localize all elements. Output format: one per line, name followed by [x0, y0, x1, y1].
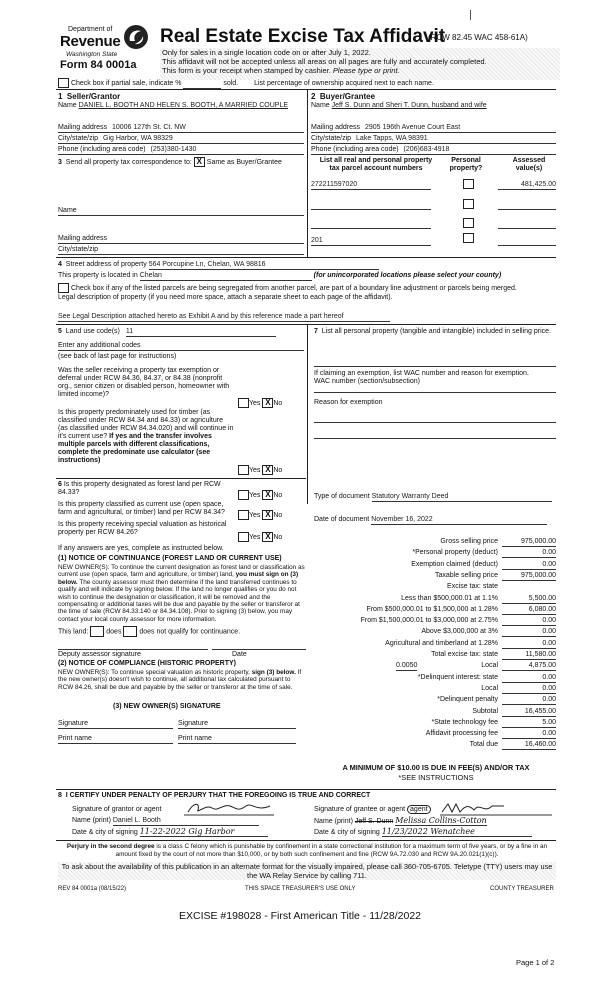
grantee-name-struck: Jeff S. Dunn [354, 818, 394, 825]
page-number: Page 1 of 2 [516, 958, 555, 967]
tax-row-value[interactable]: 0.00 [502, 627, 556, 637]
seller-phone-field[interactable]: (253)380-1430 [150, 146, 197, 153]
tax-row [314, 627, 556, 637]
tax-row-label: Exemption claimed (deduct) [411, 560, 498, 568]
located-in-field[interactable]: Chelan [140, 272, 312, 281]
signature-label-1[interactable]: Signature [58, 720, 173, 729]
receipt-text: This form is your receipt when stamped by cashier. [162, 66, 331, 75]
tax-row-label: *Delinquent penalty [437, 696, 498, 704]
new-owner-signature-title: (3) NEW OWNER(S) SIGNATURE [113, 703, 221, 710]
same-as-buyer-label: Same as Buyer/Grantee [206, 158, 282, 166]
rcw-reference: (RCW 82.45 WAC 458-61A) [428, 33, 528, 42]
legal-description-field[interactable]: See Legal Description attached hereto as Exhibit A and by this reference made a part hereof [58, 313, 390, 322]
tax-row [314, 695, 556, 705]
does-not-qualify-checkbox[interactable] [123, 626, 137, 637]
seller-city-row: City/state/zip Gig Harbor, WA 98329 [58, 135, 304, 144]
grantee-signature-scribble[interactable] [440, 800, 552, 816]
sec3-name-row[interactable]: Name [58, 207, 304, 216]
does-qualify-checkbox[interactable] [90, 626, 104, 637]
buyer-name-row: Name Jeff S. Dunn and Sheri T. Dunn, husband and wife [311, 102, 487, 109]
personal-property-checkbox-1[interactable] [463, 179, 474, 189]
personal-property-checkbox-3[interactable] [463, 218, 474, 228]
exemption-yes-checkbox[interactable] [238, 398, 249, 408]
timber-question: Is this property predominately used for timber (as classified under RCW 84.34 and 84.33) or agriculture (as classified under RCW 84.34.020) and will continue in it's current use? If yes and the transfer involves multiple parcels with different classifications, complete the predominate use calculator (see instructions) [58, 409, 234, 464]
assessed-value-2[interactable] [498, 201, 556, 210]
tax-row [314, 650, 556, 660]
perjury-notice: Perjury in the second degree is a class C felony which is punishable by confinement in a state correctional institution for a maximum term of five years, or by a fine in an amount fixed by the court of not more than $10,000, or by both such confinement and fine (RCW 9A.72.030 and RCW 9A.20.021(1)(c)). [66, 843, 548, 858]
grantor-signature-scribble[interactable] [184, 800, 274, 816]
tax-row-value[interactable]: 0.00 [502, 560, 556, 570]
divider [307, 89, 308, 257]
historic-yes-checkbox[interactable] [238, 532, 249, 542]
tax-row [314, 594, 556, 604]
tax-row [314, 537, 556, 547]
grantee-date-row: Date & city of signing 11/23/2022 Wenatchee [314, 828, 556, 837]
current-use-yesno: Yes X No [238, 510, 282, 520]
tax-row-value[interactable]: 0.00 [502, 673, 556, 683]
tax-row-label: From $500,000.01 to $1,500,000 at 1.28% [366, 605, 498, 613]
street-address-row: 4 Street address of property 564 Porcupine Ln, Chelan, WA 98816 [58, 261, 556, 270]
partial-sale-row [58, 78, 498, 89]
notice-continuance-title: (1) NOTICE OF CONTINUANCE (FOREST LAND OR CURRENT USE) [58, 555, 282, 562]
treasurer-use-label: THIS SPACE TREASURER'S USE ONLY [245, 886, 356, 892]
seller-section-title: 1 Seller/Grantor [58, 92, 121, 101]
personal-property-checkbox-4[interactable] [463, 233, 474, 243]
tax-row-value[interactable]: 0.00 [502, 616, 556, 626]
tax-row [314, 729, 556, 739]
tax-row [314, 740, 556, 750]
exemption-question: Was the seller receiving a property tax exemption or deferral under RCW 84.36, 84.37, or 84.38 (nonprofit org., senior citizen or disabled person, homeowner with limited income)? [58, 367, 230, 398]
tax-row-label: Total due [469, 741, 498, 749]
tax-row-label: Local [481, 684, 498, 692]
current-use-yes-checkbox[interactable] [238, 510, 249, 520]
wac-field[interactable] [314, 388, 556, 393]
tax-row-label: From $1,500,000.01 to $3,000,000 at 2.75% [360, 617, 498, 625]
grantor-date-row: Date & city of signing 11-22-2022 Gig Harbor [72, 828, 304, 837]
tax-row-label: Less than $500,000.01 at 1.1% [401, 594, 498, 602]
grantor-date-field[interactable]: 11-22-2022 Gig Harbor [140, 828, 268, 837]
parcel-number-2[interactable] [311, 201, 431, 210]
minimum-due-note: A MINIMUM OF $10.00 IS DUE IN FEE(S) AND/OR TAX [342, 763, 530, 772]
revision-label: REV 84 0001a (08/15/22) [58, 886, 127, 892]
certify-statement: 8 I CERTIFY UNDER PENALTY OF PERJURY THAT THE FOREGOING IS TRUE AND CORRECT [58, 792, 371, 799]
divider [56, 257, 556, 258]
sec3-mail-row[interactable]: Mailing address [58, 235, 304, 244]
tax-row [314, 639, 556, 649]
grantee-name-field[interactable]: Melissa Collins-Cotton [395, 816, 487, 825]
exemption-no-checkbox[interactable]: X [262, 398, 273, 408]
excise-stamp: EXCISE #198028 - First American Title - 11/28/2022 [178, 910, 421, 922]
type-print-text: Please type or print. [332, 66, 400, 75]
notice-continuance-text: NEW OWNER(S): To continue the current designation as forest land or classification as current use (open space, farm and agriculture, or timber) land, you must sign on (3) below. The county assessor must then determine if the land transferred continues to qualify and will indicate by signing below. If the land no longer qualifies or you do not wish to continue the designation or classification, it will be removed and the compensating or additional taxes will be due and payable by the seller or transferor at the time of sale (RCW 84.33.140 or 84.34.108). Prior to signing (3) below, you may contact your local county assessor for more information. [58, 564, 305, 623]
tax-row [314, 571, 556, 581]
state-text: Washington State [66, 51, 118, 58]
agent-circled: agent [407, 805, 431, 814]
segregated-row: Check box if any of the listed parcels are being segregated from another parcel, are part of a boundary line adjustment or parcels being merged. [58, 283, 556, 293]
print-name-label-1[interactable]: Print name [58, 735, 173, 744]
department-of-text: Department of [68, 26, 113, 33]
forest-yesno: Yes X No [238, 490, 282, 500]
reason-field[interactable] [314, 418, 556, 423]
tax-row [314, 661, 556, 671]
tax-row-value[interactable]: 16,455.00 [502, 707, 556, 717]
located-row: This property is located in Chelan (for unincorporated locations please select your county) [58, 272, 502, 279]
unincorporated-note: (for unincorporated locations please select your county) [313, 272, 502, 279]
deputy-signature-label: Deputy assessor signature [58, 651, 141, 658]
parcel-number-3[interactable] [311, 220, 431, 229]
tax-row [314, 673, 556, 683]
tax-row-value[interactable]: 975,000.00 [502, 537, 556, 547]
assessed-value-3[interactable] [498, 220, 556, 229]
correspondence-row: 3 Send all property tax correspondence to: X Same as Buyer/Grantee [58, 157, 282, 166]
historic-yesno: Yes X No [238, 532, 282, 542]
divider [56, 89, 556, 90]
scan-mark [470, 10, 471, 20]
additional-codes-row: Enter any additional codes [58, 342, 304, 351]
timber-yesno: Yes X No [238, 465, 282, 475]
deputy-date-line[interactable] [212, 645, 306, 650]
legal-label: Legal description of property (if you need more space, attach a separate sheet to each page of the affidavit). [58, 294, 393, 301]
reason-label: Reason for exemption [314, 399, 383, 406]
tax-row-label: Agricultural and timberland at 1.28% [385, 639, 498, 647]
partial-sale-label: Check box if partial sale, indicate % [70, 79, 182, 87]
tax-row-value[interactable]: 16,460.00 [502, 740, 556, 750]
exemption-yesno: Yes X No [238, 398, 282, 408]
divider [56, 478, 306, 479]
current-use-question: Is this property classified as current use (open space, farm and agricultural, or timber) land per RCW 84.34? [58, 501, 225, 516]
grantee-date-field[interactable]: 11/23/2022 Wenatchee [382, 828, 532, 837]
buyer-city-row: City/state/zip Lake Tapps, WA 98391 [311, 135, 556, 144]
deputy-date-label: Date [232, 651, 247, 658]
historic-question: Is this property receiving special valuation as historical property per RCW 84.26? [58, 521, 227, 536]
timber-no-checkbox[interactable]: X [262, 465, 273, 475]
same-as-buyer-checkbox[interactable]: X [194, 157, 205, 167]
divider [307, 324, 308, 504]
tax-row-value[interactable]: 11,580.00 [502, 650, 556, 660]
grantee-signature-row: Signature of grantee or agent agent [314, 806, 556, 814]
buyer-name-field[interactable]: Jeff S. Dunn and Sheri T. Dunn, husband and wife [331, 102, 487, 109]
divider [56, 324, 556, 325]
ownership-note: List percentage of ownership acquired next to each name. [254, 79, 434, 87]
sec3-city-row[interactable]: City/state/zip [58, 246, 304, 255]
tax-row-label: Excise tax: state [447, 583, 498, 591]
tax-row-value[interactable]: 5,500.00 [502, 594, 556, 604]
tax-row-label: *Delinquent interest: state [417, 673, 498, 681]
personal-property-row: 7 List all personal property (tangible and intangible) included in selling price. [314, 328, 551, 335]
forest-yes-checkbox[interactable] [238, 490, 249, 500]
divider [56, 789, 556, 790]
tax-row [314, 560, 556, 570]
form-number: Form 84 0001a [60, 59, 137, 71]
tax-row [314, 707, 556, 717]
buyer-phone-field[interactable]: (206)683-4918 [403, 146, 450, 153]
partial-sale-checkbox[interactable] [58, 78, 69, 88]
dor-logo [58, 24, 158, 76]
buyer-mail-field[interactable]: 2905 196th Avenue Court East [364, 124, 461, 131]
tax-row-label: *State technology fee [431, 718, 498, 726]
deputy-signature-line[interactable] [58, 645, 208, 650]
doc-date-field[interactable]: November 16, 2022 [371, 516, 547, 525]
tax-row [314, 718, 556, 728]
notice-compliance-title: (2) NOTICE OF COMPLIANCE (HISTORIC PROPERTY) [58, 660, 236, 667]
see-back-note: (see back of last page for instructions) [58, 353, 177, 360]
tax-row [314, 548, 556, 558]
tax-row-value[interactable]: 0.00 [502, 639, 556, 649]
notice-compliance-text: NEW OWNER(S): To continue special valuation as historic property, sign (3) below. If the new owner(s) doesn't wish to continue, all additional tax calculated pursuant to RCW 84.26, shall be due and payable by the seller or transferor at the time of sale. [58, 669, 302, 691]
grantee-name-row: Name (print) Jeff S. Dunn Melissa Collins-Cotton [314, 816, 487, 825]
tax-row-label: Total excise tax: state [431, 651, 498, 658]
dor-swirl-icon [122, 24, 150, 50]
buyer-section-title: 2 Buyer/Grantee [311, 92, 376, 101]
instruction-line-2: This affidavit will not be accepted unless all areas on all pages are fully and accurately completed. [162, 57, 487, 66]
county-treasurer-label: COUNTY TREASURER [490, 886, 554, 892]
buyer-phone-row: Phone (including area code) (206)683-4918 [311, 146, 556, 155]
forest-no-checkbox[interactable]: X [262, 490, 273, 500]
tax-row [314, 684, 556, 694]
see-instructions-note: *SEE INSTRUCTIONS [398, 773, 474, 782]
tax-row-label: Above $3,000,000 at 3% [421, 628, 498, 636]
tax-row-label: Local [481, 662, 498, 670]
instruction-line-1: Only for sales in a single location code on or after July 1, 2022. [162, 48, 371, 57]
seller-phone-row: Phone (including area code) (253)380-1430 [58, 146, 304, 155]
tax-row-value[interactable]: 0.00 [502, 548, 556, 558]
tax-row-value[interactable]: 0.00 [502, 684, 556, 694]
local-rate-value: 0.0050 [396, 662, 418, 670]
claim-exemption-text: If claiming an exemption, list WAC number and reason for exemption. WAC number (section/subsection) [314, 370, 529, 385]
tax-row-value[interactable]: 0.00 [502, 695, 556, 705]
assessed-value-1[interactable]: 481,425.00 [498, 181, 556, 190]
timber-yes-checkbox[interactable] [238, 465, 249, 475]
forest-question: 6 Is this property designated as forest land per RCW 84.33? [58, 481, 221, 496]
buyer-city-field[interactable]: Lake Tapps, WA 98391 [356, 135, 428, 142]
seller-mail-row: Mailing address 10006 127th St. Ct. NW [58, 124, 304, 133]
personal-property-field[interactable] [314, 360, 556, 367]
tax-row-value[interactable]: 975,000.00 [502, 571, 556, 581]
seller-name-row: Name DANIEL L. BOOTH AND HELEN S. BOOTH, A MARRIED COUPLE [58, 102, 289, 109]
divider [56, 840, 556, 841]
seller-name-field[interactable]: DANIEL L. BOOTH AND HELEN S. BOOTH, A MARRIED COUPLE [78, 102, 289, 109]
current-use-no-checkbox[interactable]: X [262, 510, 273, 520]
tax-row [314, 582, 556, 592]
grantor-name-field[interactable]: Daniel L. Booth [113, 817, 259, 826]
tax-row-value[interactable]: 4,875.00 [502, 661, 556, 671]
doc-type-row: Type of document Statutory Warranty Deed [314, 493, 556, 502]
personal-property-checkbox-2[interactable] [463, 199, 474, 209]
street-address-field[interactable]: 564 Porcupine Ln, Chelan, WA 98816 [149, 261, 379, 270]
revenue-wordmark: Revenue [60, 33, 121, 50]
tax-row-label: Gross selling price [440, 538, 498, 545]
land-use-field[interactable]: 11 [126, 328, 276, 337]
doc-type-field[interactable]: Statutory Warranty Deed [372, 493, 552, 502]
tax-row-label: Affidavit processing fee [425, 730, 498, 738]
parcel-number-4[interactable]: 201 [311, 237, 431, 246]
tax-row-label: *Personal property (deduct) [412, 549, 498, 557]
doc-date-row: Date of document November 16, 2022 [314, 516, 556, 525]
grantor-name-row: Name (print) Daniel L. Booth [72, 817, 304, 826]
tax-row-label: Taxable selling price [434, 571, 498, 579]
tax-row [314, 616, 556, 626]
accessibility-notice: To ask about the availability of this publication in an alternate format for the visually impaired, please call 360-705-6705. Teletype (TTY) users may use the WA Relay Service by calling 711. [58, 862, 556, 880]
land-use-row: 5 Land use code(s) 11 [58, 328, 304, 337]
parcel-number-1[interactable]: 272211597020 [311, 181, 431, 190]
reason-field-2[interactable] [314, 434, 556, 439]
tax-row-value[interactable]: 0.00 [502, 729, 556, 739]
seller-mail-field[interactable]: 10006 127th St. Ct. NW [111, 124, 186, 131]
if-any-yes-note: If any answers are yes, complete as instructed below. [58, 545, 224, 552]
assessed-value-4[interactable] [498, 237, 556, 246]
tax-row [314, 605, 556, 615]
grantor-signature-row: Signature of grantor or agent [72, 806, 304, 814]
print-name-label-2[interactable]: Print name [178, 735, 296, 744]
tax-row-label: Subtotal [472, 707, 498, 715]
tax-row-value[interactable]: 6,080.00 [502, 605, 556, 615]
sold-label: sold. [223, 79, 239, 87]
form-title: Real Estate Excise Tax Affidavit [160, 26, 446, 47]
segregated-checkbox[interactable] [58, 283, 69, 293]
instruction-line-3 [162, 67, 400, 75]
tax-row-value[interactable]: 5.00 [502, 718, 556, 728]
this-land-row: This land: does does not qualify for continuance. [58, 626, 306, 637]
buyer-mail-row: Mailing address 2905 196th Avenue Court East [311, 124, 556, 133]
historic-no-checkbox[interactable]: X [262, 532, 273, 542]
seller-city-field[interactable]: Gig Harbor, WA 98329 [103, 135, 173, 142]
signature-label-2[interactable]: Signature [178, 720, 296, 729]
partial-sale-percent-field[interactable] [183, 80, 221, 89]
